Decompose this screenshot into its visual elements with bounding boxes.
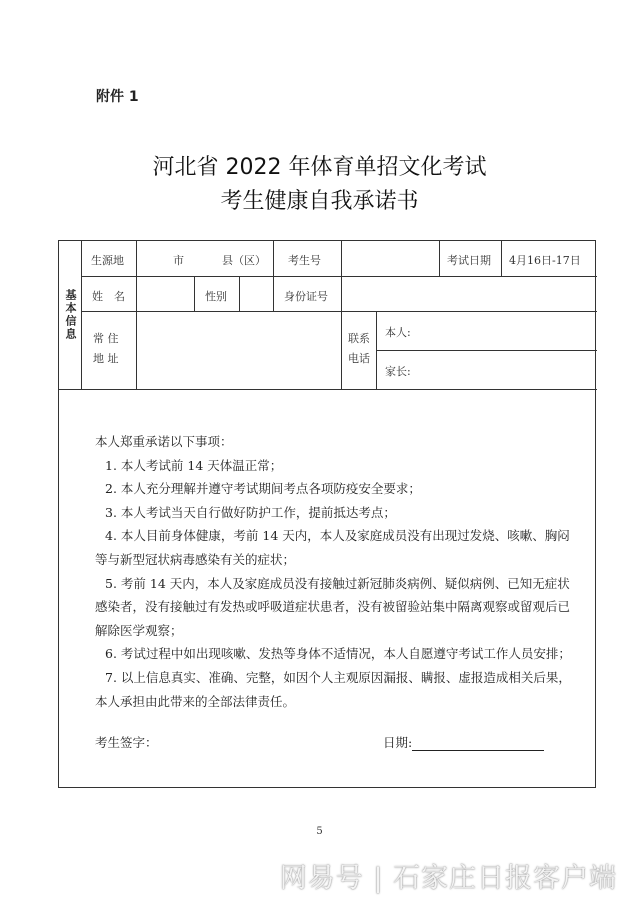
phone-divider [376,350,597,351]
row-divider [81,276,597,277]
attachment-label: 附件 1 [96,89,139,105]
pledge-text [95,430,575,713]
exam-date-value: 4月16日-17日 [509,254,581,267]
signature-label: 考生签字： [95,735,158,750]
parent-phone-label: 家长: [385,365,411,378]
col-divider [501,241,502,276]
pledge-item: 4. 本人目前身体健康，考前 14 天内，本人及家庭成员没有出现过发烧、咳嗽、胸闷等与新型冠状病毒感染有关的症状； [95,528,570,567]
col-divider [239,276,240,311]
document-subtitle: 考生健康自我承诺书 [220,189,419,214]
col-divider [439,241,440,276]
exam-number-label: 考生号 [288,254,321,267]
exam-date-label: 考试日期 [447,254,491,267]
col-divider [81,241,82,389]
phone-label-line1: 联系 [348,332,370,345]
phone-label [348,329,370,369]
document-title: 河北省 2022 年体育单招文化考试 [152,155,487,180]
col-divider [273,241,274,276]
pledge-item: 5. 考前 14 天内，本人及家庭成员没有接触过新冠肺炎病例、疑似病例、已知无症状感染者，没有接触过有发热或呼吸道症状患者，没有被留验站集中隔离观察或留观后已解除医学观察； [95,575,571,638]
col-divider [376,311,377,389]
pledge-intro: 本人郑重承诺以下事项： [95,434,233,449]
date-field [383,733,544,751]
address-label-line2: 地 址 [93,352,119,365]
col-divider [136,241,137,389]
county-label: 县（区） [222,254,266,267]
name-label: 姓 名 [92,290,125,303]
col-divider [341,241,342,276]
phone-label-line2: 电话 [348,352,370,365]
pledge-item: 2. 本人充分理解并遵守考试期间考点各项防疫安全要求； [105,481,421,497]
row-divider [81,311,597,312]
address-label-line1: 常 住 [93,332,119,345]
self-phone-label: 本人: [385,326,411,339]
col-divider [194,276,195,311]
col-divider [273,276,274,311]
section-label-text: 基本信息 [64,289,77,341]
city-label: 市 [173,254,184,267]
section-label [59,241,81,389]
pledge-item: 7. 以上信息真实、准确、完整，如因个人主观原因漏报、瞒报、虚报造成相关后果，本人承担由此带来的全部法律责任。 [95,669,571,709]
pledge-item: 6. 考试过程中如出现咳嗽、发热等身体不适情况，本人自愿遵守考试工作人员安排； [105,646,571,662]
gender-label: 性别 [205,290,227,303]
address-label [93,329,119,369]
page-number: 5 [316,826,323,837]
watermark: 网易号 | 石家庄日报客户端 [279,863,617,894]
origin-label: 生源地 [91,254,124,267]
col-divider [341,276,342,311]
pledge-item: 1. 本人考试前 14 天体温正常； [105,457,283,473]
date-label: 日期: [383,735,413,750]
section-divider [59,389,597,390]
pledge-item: 3. 本人考试当天自行做好防护工作，提前抵达考点； [105,504,396,520]
id-label: 身份证号 [284,290,328,303]
date-underline [412,737,544,751]
col-divider [341,311,342,389]
